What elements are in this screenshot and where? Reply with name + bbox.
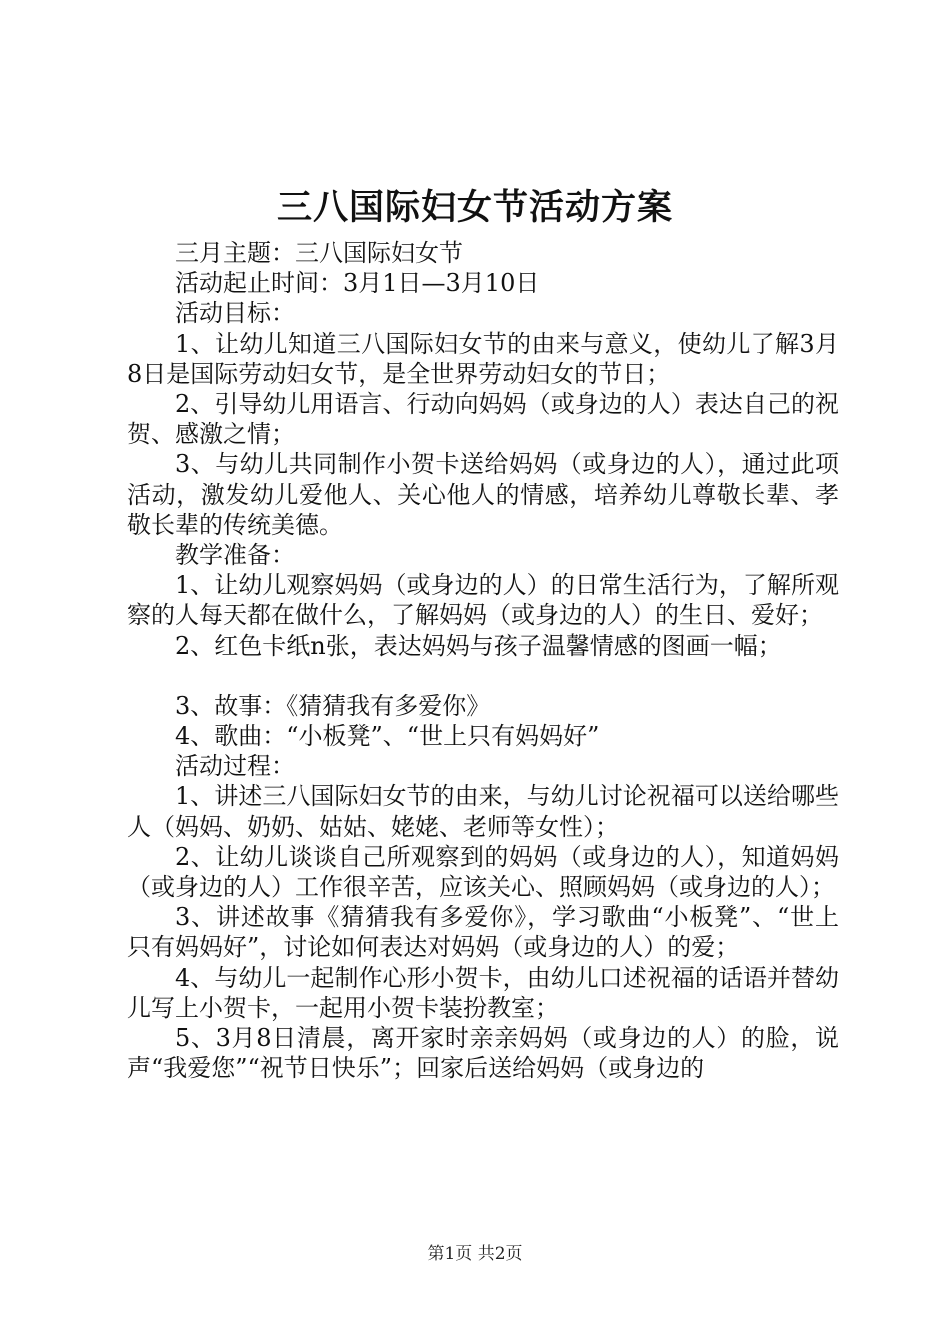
heading-preparation: 教学准备： [175,541,295,570]
prep-item-1: 1、让幼儿观察妈妈（或身边的人）的日常生活行为，了解所观察的人每天都在做什么，了解妈妈（或身边的人）的生日、爱好； [127,571,839,630]
process-item-3: 3、讲述故事《猜猜我有多爱你》，学习歌曲“小板凳”、“世上只有妈妈好”，讨论如何表达对妈妈（或身边的人）的爱； [127,903,839,962]
prep-item-4: 4、歌曲：“小板凳”、“世上只有妈妈好” [175,722,600,751]
page-number-footer: 第1页 共2页 [427,1244,523,1264]
process-item-5: 5、3月8日清晨，离开家时亲亲妈妈（或身边的人）的脸，说声“我爱您”“祝节日快乐”；回家后送给妈妈（或身边的 [127,1024,839,1083]
document-body [127,238,839,1083]
heading-process: 活动过程： [175,752,295,781]
paragraph-duration: 活动起止时间：3月1日—3月10日 [175,269,540,298]
process-item-4: 4、与幼儿一起制作心形小贺卡，由幼儿口述祝福的话语并替幼儿写上小贺卡，一起用小贺卡装扮教室； [127,963,839,1022]
prep-item-3: 3、故事：《猜猜我有多爱你》 [175,691,491,720]
heading-goals: 活动目标： [175,299,295,328]
process-item-2: 2、让幼儿谈谈自己所观察到的妈妈（或身边的人），知道妈妈（或身边的人）工作很辛苦，应该关心、照顾妈妈（或身边的人）； [127,842,839,902]
prep-item-2: 2、红色卡纸n张，表达妈妈与孩子温馨情感的图画一幅； [175,631,782,660]
goal-item-3: 3、与幼儿共同制作小贺卡送给妈妈（或身边的人），通过此项活动，激发幼儿爱他人、关心他人的情感，培养幼儿尊敬长辈、孝敬长辈的传统美德。 [127,450,839,539]
goal-item-2: 2、引导幼儿用语言、行动向妈妈（或身边的人）表达自己的祝贺、感激之情； [127,390,839,449]
goal-item-1: 1、让幼儿知道三八国际妇女节的由来与意义，使幼儿了解3月8日是国际劳动妇女节，是全世界劳动妇女的节日； [127,329,839,388]
process-item-1: 1、讲述三八国际妇女节的由来，与幼儿讨论祝福可以送给哪些人（妈妈、奶奶、姑姑、姥姥、老师等女性）； [127,782,839,841]
paragraph-theme: 三月主题：三八国际妇女节 [175,239,463,267]
document-title: 三八国际妇女节活动方案 [276,187,673,228]
blank-line [127,661,839,691]
